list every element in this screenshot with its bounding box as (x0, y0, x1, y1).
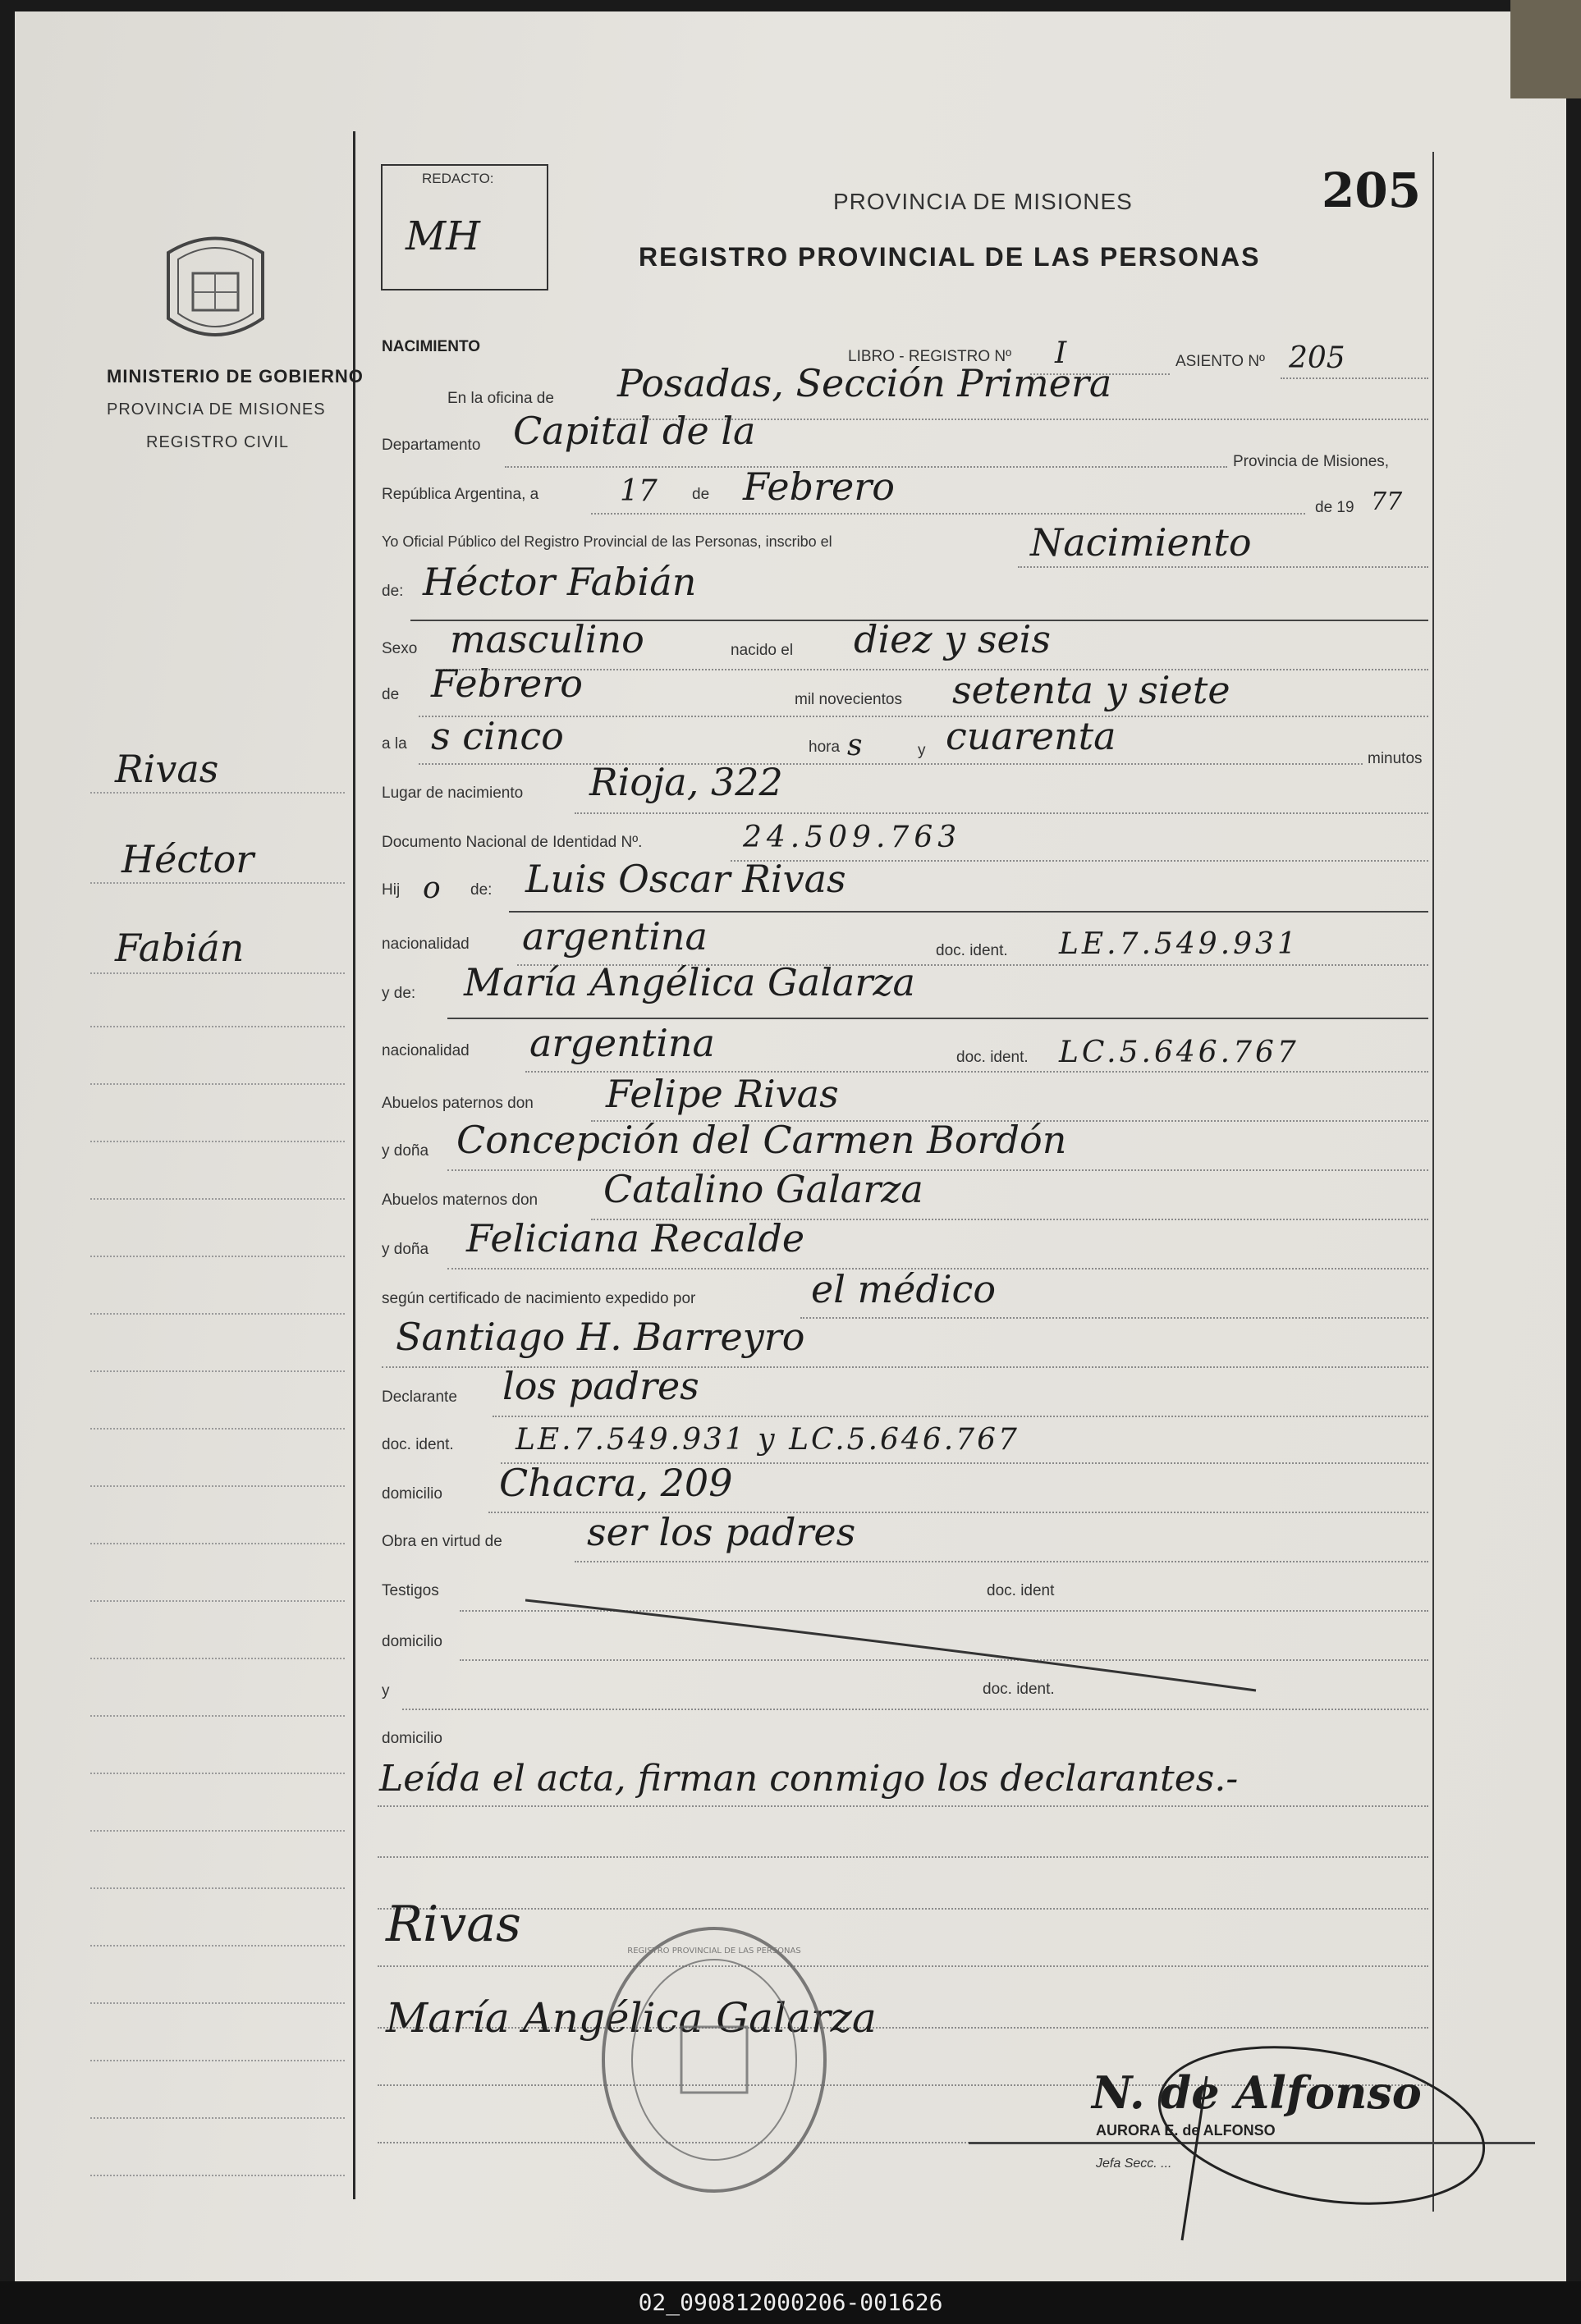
de-month-label: de (382, 686, 400, 703)
testigos-label: Testigos (382, 1582, 439, 1599)
page-number: 205 (1322, 162, 1422, 218)
obra-value: ser los padres (587, 1510, 856, 1554)
registry-round-stamp-icon (595, 1920, 833, 2199)
obra-label: Obra en virtud de (382, 1533, 502, 1550)
left-rule (90, 882, 345, 884)
y-de-label: y de: (382, 985, 416, 1002)
ministry-label: MINISTERIO DE GOBIERNO (107, 366, 364, 387)
testigos-doc-label: doc. ident (987, 1582, 1055, 1599)
horas-suffix: s (847, 729, 863, 762)
father-nationality: argentina (522, 914, 708, 958)
a-la-label: a la (382, 735, 407, 753)
mother-signature: María Angélica Galarza (386, 1994, 877, 2042)
office-value: Posadas, Sección Primera (617, 361, 1112, 405)
right-border-line (1432, 152, 1434, 2212)
office-label: En la oficina de (447, 390, 554, 407)
left-rule (90, 1083, 345, 1085)
redacto-initials: MH (406, 213, 481, 259)
lugar-value: Rioja, 322 (589, 760, 783, 804)
book-binding (1510, 0, 1581, 98)
left-rule (90, 1887, 345, 1889)
testigos-domicilio-label: domicilio (382, 1633, 442, 1650)
y-label: y (918, 742, 926, 759)
left-rule (90, 1945, 345, 1947)
index-second-name: Fabián (115, 926, 245, 970)
abuelos-paternos-label: Abuelos paternos don (382, 1095, 534, 1112)
testigos-y-label: y (382, 1682, 390, 1700)
month-value: Febrero (743, 464, 895, 509)
province-header: PROVINCIA DE MISIONES (833, 189, 1133, 214)
left-rule (90, 1658, 345, 1659)
redacto-label: REDACTO: (422, 171, 494, 186)
mother-nationality: argentina (529, 1021, 715, 1065)
closing-text: Leída el acta, firman conmigo los declarantes.- (379, 1758, 1239, 1800)
dni-value: 24.509.763 (743, 821, 962, 854)
left-rule (90, 1715, 345, 1717)
paternal-dona-label: y doña (382, 1142, 429, 1160)
year-value: 77 (1371, 487, 1403, 516)
doc-ident-label: doc. ident. (936, 942, 1008, 959)
index-first-name: Héctor (121, 837, 254, 881)
domicilio-value: Chacra, 209 (499, 1461, 733, 1505)
margin-line (353, 131, 355, 2199)
libro-value: I (1055, 336, 1067, 370)
left-rule (90, 2002, 345, 2004)
minutes-words: cuarenta (946, 714, 1116, 758)
hijo-de-label: de: (470, 881, 493, 899)
name-value: Héctor Fabián (423, 560, 697, 604)
official-stamp-name: AURORA E. de ALFONSO (1096, 2122, 1276, 2139)
left-rule (90, 1256, 345, 1257)
maternal-grandmother: Feliciana Recalde (466, 1216, 805, 1260)
registry-title: REGISTRO PROVINCIAL DE LAS PERSONAS (639, 242, 1261, 272)
left-rule (90, 1026, 345, 1027)
image-code-footer: 02_090812000206-001626 (0, 2281, 1581, 2324)
departamento-label: Departamento (382, 437, 481, 454)
left-rule (90, 1141, 345, 1142)
left-rule (90, 1370, 345, 1372)
departamento-value: Capital de la (513, 409, 756, 453)
left-rule (90, 1773, 345, 1774)
left-rule (90, 792, 345, 794)
left-rule (90, 1485, 345, 1487)
maternal-grandfather: Catalino Galarza (603, 1167, 923, 1211)
mother-doc: LC.5.646.767 (1059, 1036, 1299, 1069)
father-doc: LE.7.549.931 (1059, 927, 1299, 961)
mother-name: María Angélica Galarza (464, 960, 915, 1004)
doctor-name: Santiago H. Barreyro (396, 1315, 805, 1359)
left-rule (90, 1428, 345, 1430)
mother-doc-label: doc. ident. (956, 1049, 1029, 1066)
certificado-value: el médico (811, 1267, 997, 1311)
left-rule (90, 2175, 345, 2176)
left-province-label: PROVINCIA DE MISIONES (107, 400, 326, 419)
hijo-suffix: o (423, 872, 441, 905)
section-label: NACIMIENTO (382, 338, 480, 355)
provincia-misiones-label: Provincia de Misiones, (1233, 453, 1390, 470)
seal-text: REGISTRO PROVINCIAL DE LAS PERSONAS (627, 1947, 801, 1956)
father-name: Luis Oscar Rivas (525, 857, 846, 901)
de-label: de (692, 486, 710, 503)
paternal-grandmother: Concepción del Carmen Bordón (456, 1118, 1067, 1162)
signature-flourish (1149, 2027, 1494, 2249)
left-rule (90, 1543, 345, 1544)
horas-label: hora (809, 739, 841, 756)
mother-nationality-label: nacionalidad (382, 1042, 470, 1059)
left-rule (90, 2117, 345, 2119)
left-rule (90, 1830, 345, 1832)
official-signature: N. de Alfonso (1092, 2066, 1422, 2119)
testigos-domicilio-label-2: domicilio (382, 1730, 442, 1747)
civil-registry-label: REGISTRO CIVIL (146, 433, 290, 451)
day-value: 17 (620, 474, 658, 508)
birth-year-words: setenta y siete (952, 668, 1230, 712)
abuelos-maternos-label: Abuelos maternos don (382, 1192, 538, 1209)
declarante-docs: LE.7.549.931 y LC.5.646.767 (516, 1423, 1020, 1457)
index-surname: Rivas (115, 747, 219, 791)
sexo-value: masculino (450, 617, 644, 661)
maternal-dona-label: y doña (382, 1241, 429, 1258)
declarante-label: Declarante (382, 1388, 457, 1406)
paternal-grandfather: Felipe Rivas (606, 1072, 839, 1116)
testigos-doc-label-2: doc. ident. (983, 1681, 1055, 1698)
acta-type: Nacimiento (1030, 520, 1252, 565)
father-signature: Rivas (386, 1896, 521, 1953)
left-rule (90, 2060, 345, 2061)
republica-label: República Argentina, a (382, 486, 539, 503)
hour-value: s cinco (431, 714, 564, 758)
dni-label: Documento Nacional de Identidad Nº. (382, 834, 643, 851)
provincial-seal-icon (160, 228, 271, 351)
nacionalidad-label: nacionalidad (382, 936, 470, 953)
libro-label: LIBRO - REGISTRO Nº (848, 348, 1012, 365)
year-label: de 19 (1315, 499, 1354, 516)
redacto-box (381, 164, 548, 290)
left-rule (90, 1600, 345, 1602)
oficial-text: Yo Oficial Público del Registro Provincial de las Personas, inscribo el (382, 533, 832, 550)
strike-through-line (525, 1592, 1264, 1699)
birth-month: Febrero (431, 661, 583, 706)
official-stamp-title: Jefa Secc. ... (1096, 2157, 1172, 2171)
certificado-label: según certificado de nacimiento expedido por (382, 1290, 696, 1307)
declarante-value: los padres (502, 1364, 699, 1408)
nacido-label: nacido el (731, 642, 794, 659)
sexo-label: Sexo (382, 640, 418, 657)
minutos-label: minutos (1368, 750, 1423, 767)
left-rule (90, 972, 345, 974)
asiento-value: 205 (1289, 341, 1345, 375)
lugar-label: Lugar de nacimiento (382, 785, 524, 802)
left-rule (90, 1313, 345, 1315)
hijo-label: Hij (382, 881, 401, 899)
declarante-doc-label: doc. ident. (382, 1436, 454, 1453)
domicilio-label: domicilio (382, 1485, 442, 1503)
left-rule (90, 1198, 345, 1200)
asiento-label: ASIENTO Nº (1175, 353, 1265, 370)
mil-label: mil novecientos (795, 691, 902, 708)
de-name-label: de: (382, 583, 404, 600)
birth-day-words: diez y seis (854, 617, 1051, 661)
